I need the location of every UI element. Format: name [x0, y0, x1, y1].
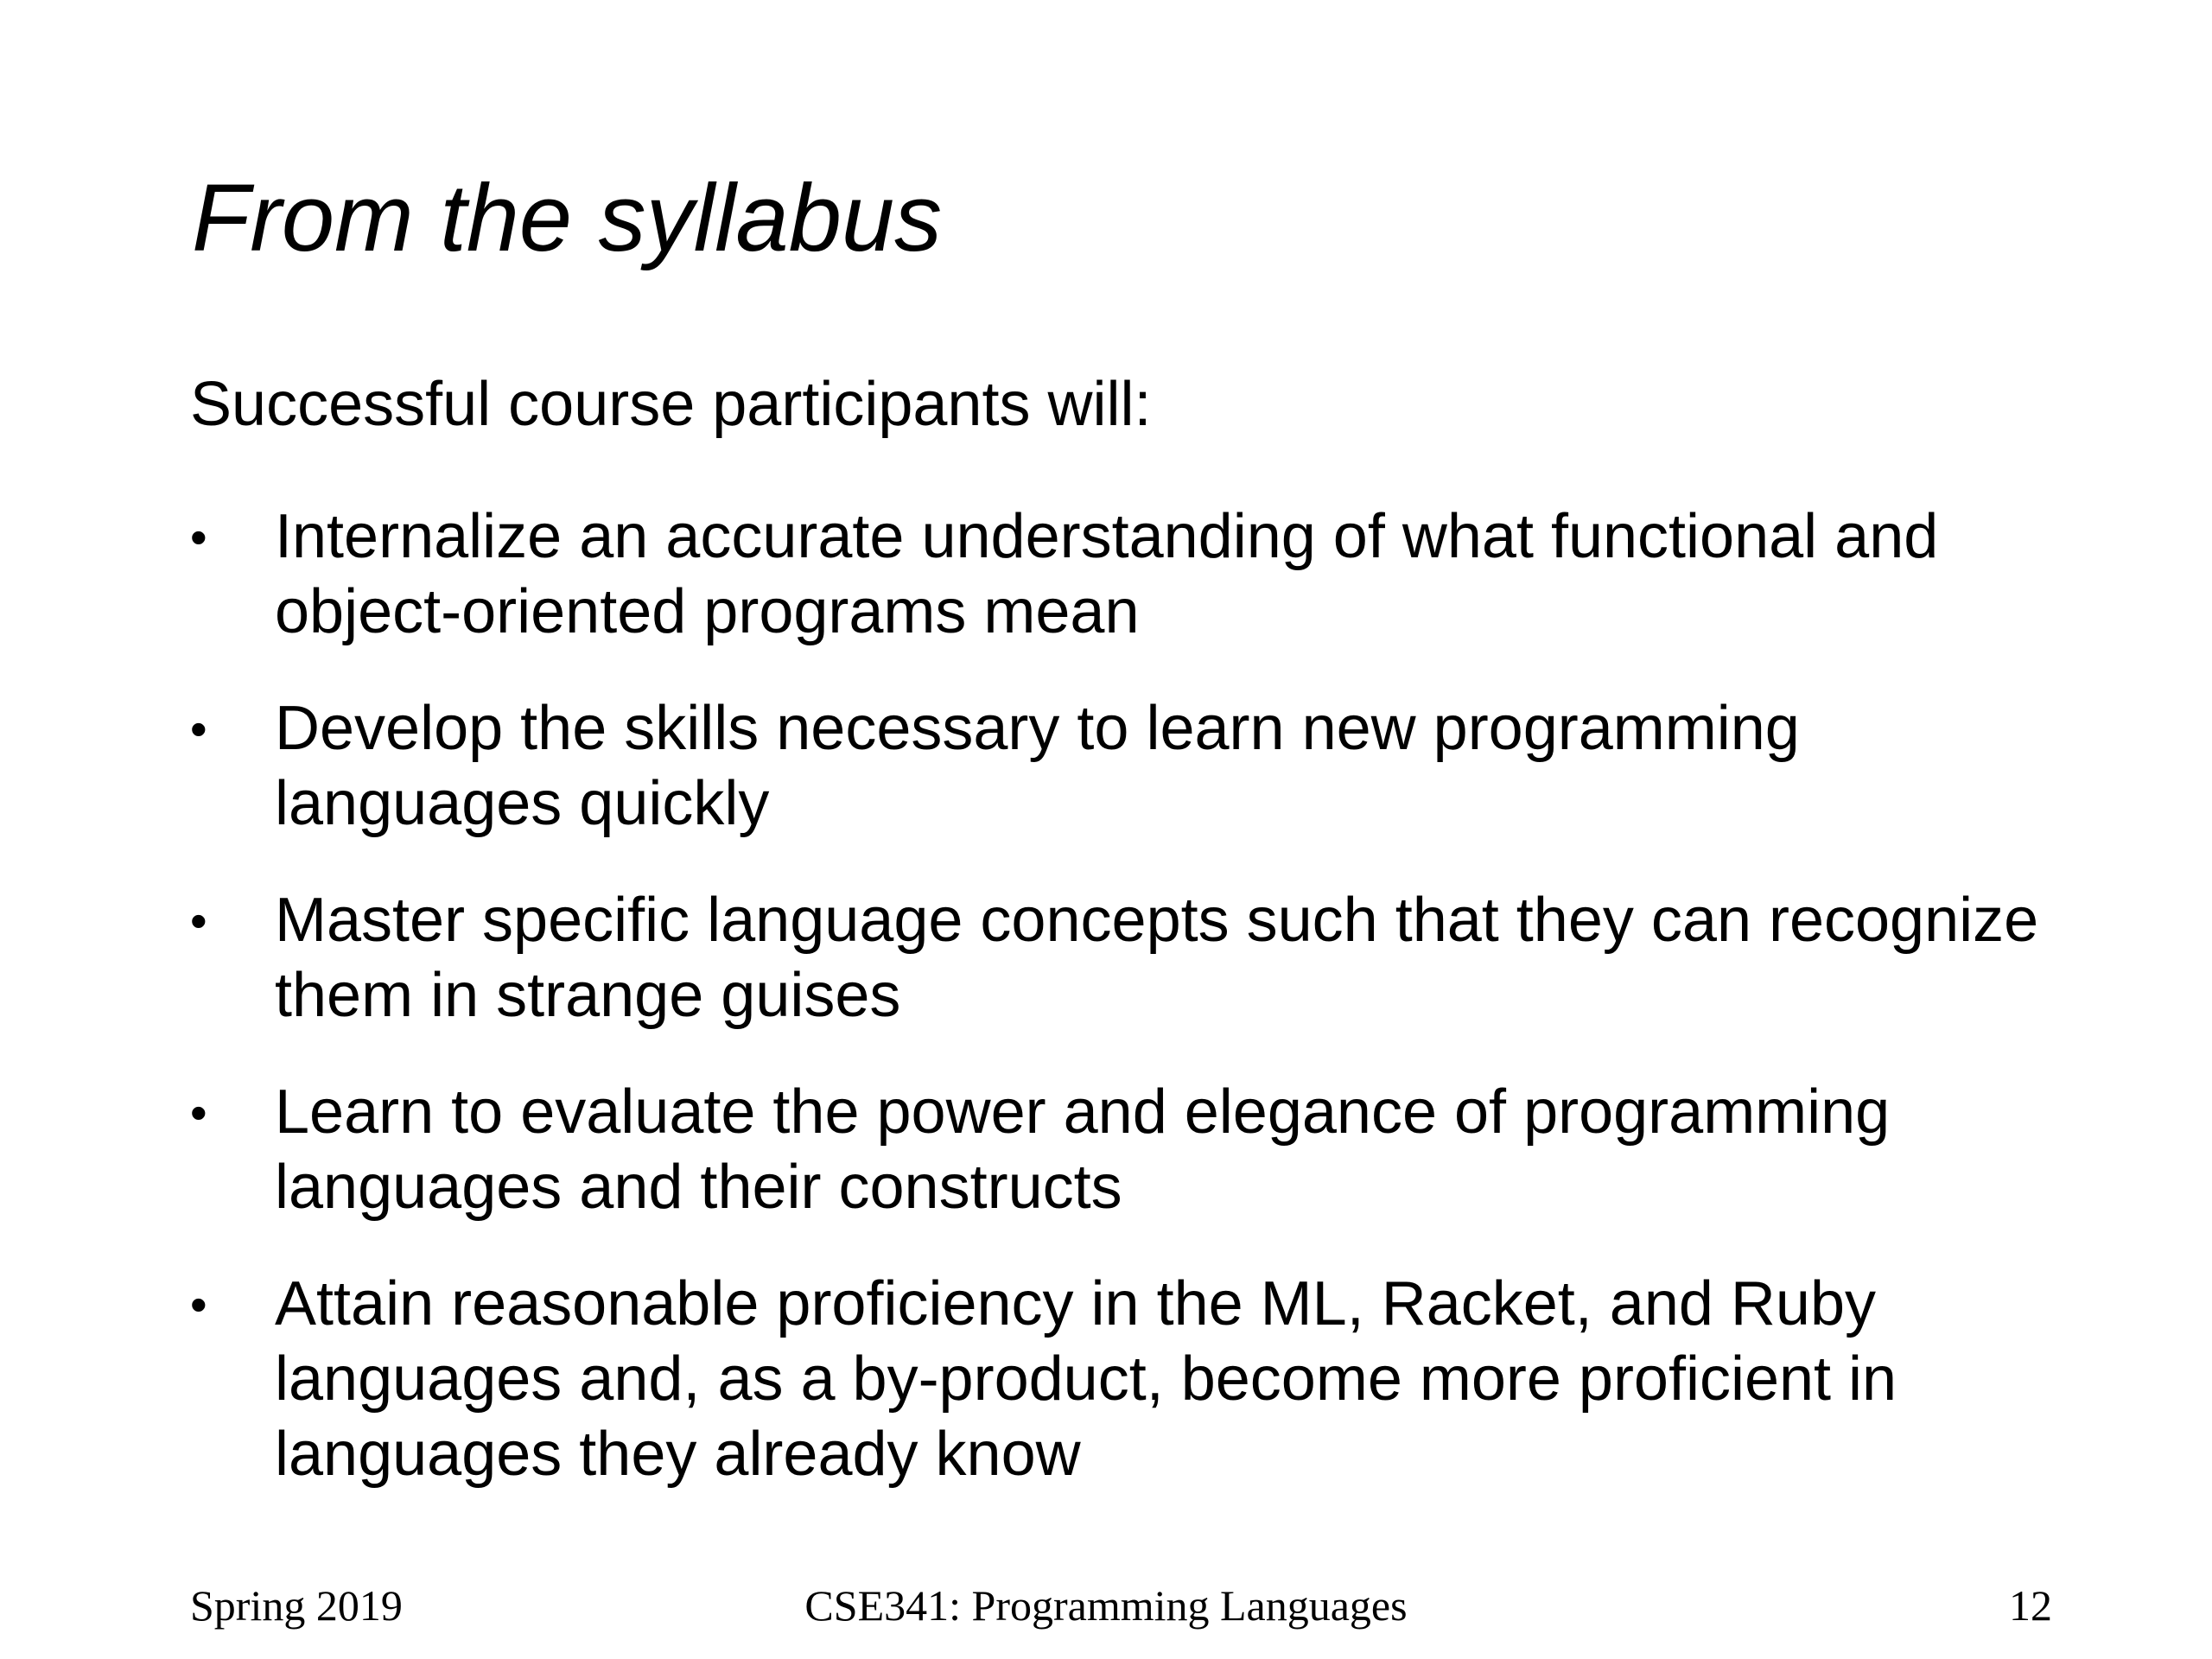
- bullet-line: languages quickly: [275, 769, 770, 838]
- bullet-line: Develop the skills necessary to learn new programming: [275, 694, 1800, 763]
- bullet-text: [275, 499, 2098, 650]
- bullet-line: Master specific language concepts such that they can recognize: [275, 886, 2039, 955]
- bullet-text: [275, 1267, 2098, 1492]
- footer-course: CSE341: Programming Languages: [804, 1581, 1408, 1630]
- bullet-text: [275, 691, 2098, 842]
- bullet-item: [0, 1075, 2212, 1225]
- footer-term: Spring 2019: [190, 1581, 403, 1630]
- bullet-dot-icon: •: [190, 702, 207, 756]
- bullet-item: [0, 883, 2212, 1033]
- bullet-item: [0, 499, 2212, 650]
- slide-title: From the syllabus: [192, 165, 943, 271]
- bullet-item: [0, 691, 2212, 842]
- bullet-line: Internalize an accurate understanding of what functional and: [275, 502, 1939, 571]
- bullet-line: Learn to evaluate the power and elegance of programming: [275, 1077, 1891, 1147]
- bullet-text: [275, 883, 2098, 1033]
- bullet-text: [275, 1075, 2098, 1225]
- bullet-line: languages and their constructs: [275, 1153, 1122, 1222]
- bullet-line: languages they already know: [275, 1420, 1081, 1489]
- bullet-list: [0, 499, 2212, 1534]
- bullet-item: [0, 1267, 2212, 1492]
- bullet-line: object-oriented programs mean: [275, 577, 1140, 646]
- footer-page-number: 12: [2009, 1581, 2052, 1630]
- bullet-line: Attain reasonable proficiency in the ML, Racket, and Ruby: [275, 1269, 1877, 1338]
- intro-text: Successful course participants will:: [190, 370, 1152, 439]
- bullet-line: languages and, as a by-product, become more proficient in: [275, 1344, 1897, 1414]
- bullet-dot-icon: •: [190, 893, 207, 948]
- bullet-dot-icon: •: [190, 1277, 207, 1332]
- bullet-dot-icon: •: [190, 510, 207, 564]
- bullet-line: them in strange guises: [275, 961, 901, 1030]
- bullet-dot-icon: •: [190, 1085, 207, 1140]
